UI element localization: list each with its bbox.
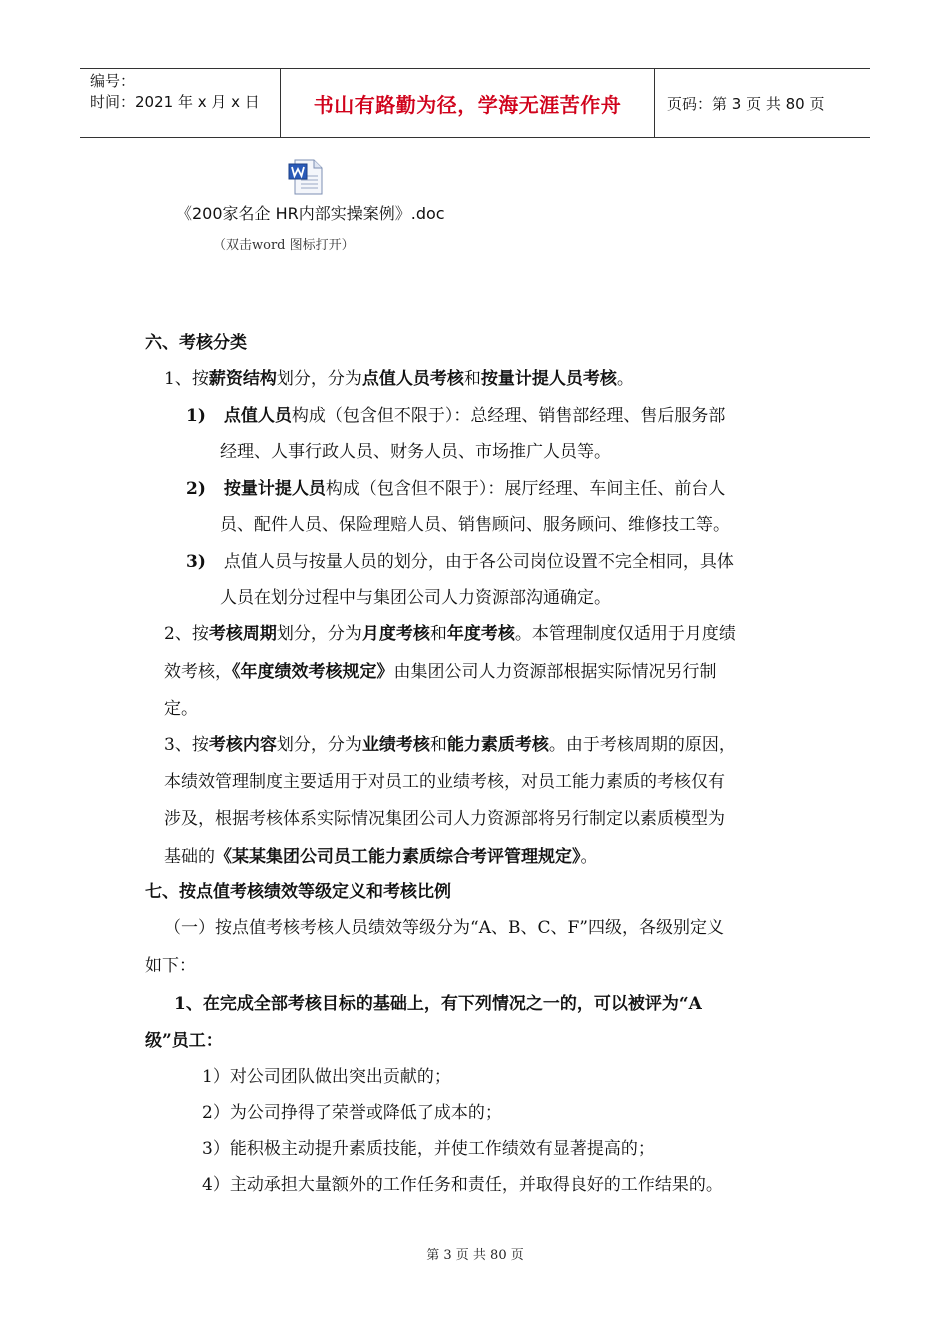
header-motto: 书山有路勤为径，学海无涯苦作舟: [281, 69, 655, 137]
list-item-1-cont: 经理、人事行政人员、财务人员、市场推广人员等。: [220, 442, 611, 462]
list-item-2-cont: 员、配件人员、保险理赔人员、销售顾问、服务顾问、维修技工等。: [220, 515, 730, 535]
grade-a-item-2: 2）为公司挣得了荣誉或降低了成本的；: [202, 1103, 502, 1123]
list-item-3-cont: 人员在划分过程中与集团公司人力资源部沟通确定。: [220, 588, 611, 608]
code-label: 编号：: [90, 72, 136, 90]
paragraph-1: 1、按薪资结构划分，分为点值人员考核和按量计提人员考核。: [164, 369, 634, 389]
paragraph-3: 3、按考核内容划分，分为业绩考核和能力素质考核。由于考核周期的原因，: [164, 735, 736, 755]
grade-a-item-1: 1）对公司团队做出突出贡献的；: [202, 1067, 451, 1087]
section-7-intro-cont: 如下：: [145, 956, 196, 976]
section-7-intro: （一）按点值考核考核人员绩效等级分为“A、B、C、F”四级，各级别定义: [164, 918, 724, 938]
grade-a-heading-cont: 级”员工：: [145, 1031, 223, 1051]
grade-a-item-4: 4）主动承担大量额外的工作任务和责任，并取得良好的工作结果的。: [202, 1175, 723, 1195]
list-item-2: 2) 按量计提人员构成（包含但不限于）：展厅经理、车间主任、前台人: [186, 479, 726, 499]
paragraph-3-line-3: 涉及，根据考核体系实际情况集团公司人力资源部将另行制定以素质模型为: [164, 809, 725, 829]
grade-a-heading: 1、在完成全部考核目标的基础上，有下列情况之一的，可以被评为“A: [174, 994, 702, 1014]
header-page-info: 页码：第 3 页 共 80 页: [667, 94, 825, 113]
attachment-filename[interactable]: 《200家名企 HR内部实操案例》.doc: [176, 204, 445, 223]
grade-a-item-3: 3）能积极主动提升素质技能，并使工作绩效有显著提高的；: [202, 1139, 655, 1159]
paragraph-2-line-2: 效考核，《年度绩效考核规定》由集团公司人力资源部根据实际情况另行制: [164, 662, 717, 682]
header-meta: [80, 69, 281, 137]
attachment-hint: （双击word 图标打开）: [213, 238, 355, 253]
list-item-3: 3) 点值人员与按量人员的划分，由于各公司岗位设置不完全相同，具体: [186, 552, 734, 572]
section-7-title: 七、按点值考核绩效等级定义和考核比例: [145, 882, 451, 902]
list-item-1: 1) 点值人员构成（包含但不限于）：总经理、销售部经理、售后服务部: [186, 406, 726, 426]
section-6-title: 六、考核分类: [145, 333, 247, 353]
time-label: 时间：2021 年 x 月 x 日: [90, 93, 260, 111]
word-document-icon[interactable]: [287, 158, 325, 196]
paragraph-2-line-3: 定。: [164, 699, 198, 719]
paragraph-2: 2、按考核周期划分，分为月度考核和年度考核。本管理制度仅适用于月度绩: [164, 624, 736, 644]
paragraph-3-line-4: 基础的《某某集团公司员工能力素质综合考评管理规定》。: [164, 847, 598, 867]
paragraph-3-line-2: 本绩效管理制度主要适用于对员工的业绩考核，对员工能力素质的考核仅有: [164, 772, 725, 792]
page-footer: 第 3 页 共 80 页: [426, 1248, 524, 1263]
document-header: [80, 68, 870, 138]
